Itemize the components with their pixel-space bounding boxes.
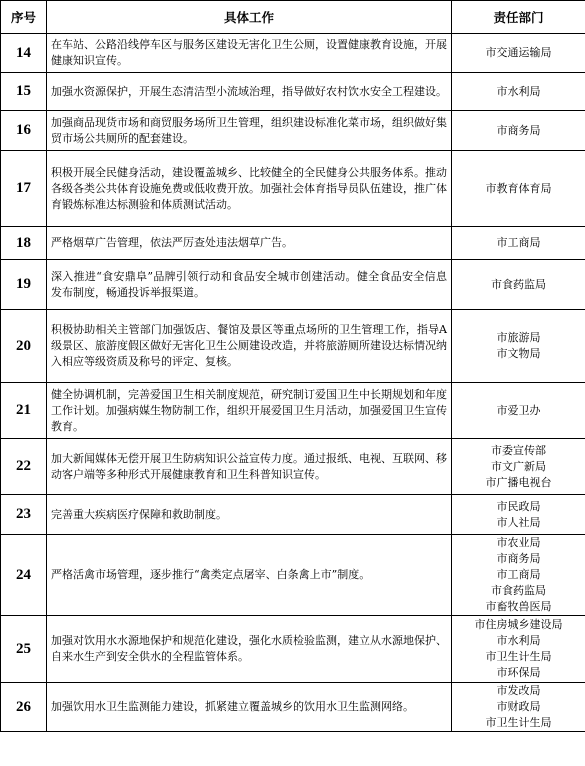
row-number: 21 — [1, 383, 47, 439]
row-dept — [452, 34, 585, 73]
row-dept — [452, 151, 585, 227]
row-dept — [452, 683, 585, 732]
row-work: 加强饮用水卫生监测能力建设，抓紧建立覆盖城乡的饮用水卫生监测网络。 — [47, 683, 452, 732]
row-dept — [452, 111, 585, 151]
row-work: 积极开展全民健身活动，建设覆盖城乡、比较健全的全民健身公共服务体系。推动各级各类公共体育设施免费或低收费开放。加强社会体育指导员队伍建设，推广体育锻炼标准达标测验和体质测试活动。 — [47, 151, 452, 227]
table-row — [1, 495, 585, 535]
table-row — [1, 439, 585, 495]
dept-name: 市水利局 — [496, 634, 541, 647]
dept-name: 市人社局 — [496, 515, 541, 529]
row-work: 严格烟草广告管理，依法严厉查处违法烟草广告。 — [47, 227, 452, 260]
header-dept: 责任部门 — [452, 1, 585, 34]
row-work: 加强商品现货市场和商贸服务场所卫生管理，组织建设标准化菜市场，组织做好集贸市场公共厕所的配套建设。 — [47, 111, 452, 151]
row-number: 22 — [1, 439, 47, 495]
dept-name: 市卫生计生局 — [485, 650, 552, 663]
row-dept — [452, 383, 585, 439]
row-number: 25 — [1, 616, 47, 683]
dept-name: 市民政局 — [496, 499, 541, 513]
table-row — [1, 227, 585, 260]
row-dept — [452, 535, 585, 616]
dept-name: 市商务局 — [496, 123, 541, 137]
row-dept — [452, 73, 585, 111]
row-work: 加强水资源保护，开展生态清洁型小流域治理，指导做好农村饮水安全工程建设。 — [47, 73, 452, 111]
row-dept — [452, 495, 585, 535]
table-row — [1, 73, 585, 111]
row-number: 16 — [1, 111, 47, 151]
row-number: 19 — [1, 260, 47, 310]
row-number: 23 — [1, 495, 47, 535]
dept-name: 市水利局 — [496, 84, 541, 98]
dept-name: 市广播电视台 — [485, 475, 552, 489]
table-row — [1, 535, 585, 616]
table-row — [1, 260, 585, 310]
row-work: 加强对饮用水水源地保护和规范化建设，强化水质检验监测，建立从水源地保护、自来水生产到安全供水的全程监管体系。 — [47, 616, 452, 683]
row-work: 在车站、公路沿线停车区与服务区建设无害化卫生公厕，设置健康教育设施，开展健康知识宣传。 — [47, 34, 452, 73]
row-number: 26 — [1, 683, 47, 732]
table-row — [1, 151, 585, 227]
row-dept — [452, 616, 585, 683]
dept-name: 市旅游局 — [496, 331, 541, 344]
row-work: 完善重大疾病医疗保障和救助制度。 — [47, 495, 452, 535]
dept-name: 市交通运输局 — [485, 46, 552, 59]
row-dept — [452, 260, 585, 310]
dept-name: 市工商局 — [496, 236, 541, 249]
row-work: 加大新闻媒体无偿开展卫生防病知识公益宣传力度。通过报纸、电视、互联网、移动客户端等多种形式开展健康教育和卫生科普知识宣传。 — [47, 439, 452, 495]
row-number: 20 — [1, 310, 47, 383]
row-work: 深入推进“食安鼎阜”品牌引领行动和食品安全城市创建活动。健全食品安全信息发布制度，畅通投诉举报渠道。 — [47, 260, 452, 310]
dept-name: 市商务局 — [496, 552, 541, 565]
row-number: 17 — [1, 151, 47, 227]
row-work: 健全协调机制，完善爱国卫生相关制度规范，研究制订爱国卫生中长期规划和年度工作计划。加强病媒生物防制工作，组织开展爱国卫生月活动，加强爱国卫生宣传教育。 — [47, 383, 452, 439]
row-number: 18 — [1, 227, 47, 260]
dept-name: 市卫生计生局 — [485, 716, 552, 729]
dept-name: 市农业局 — [496, 536, 541, 549]
dept-name: 市畜牧兽医局 — [485, 600, 552, 613]
row-dept — [452, 439, 585, 495]
dept-name: 市食药监局 — [491, 277, 546, 291]
dept-name: 市委宣传部 — [491, 443, 546, 457]
dept-name: 市文广新局 — [491, 459, 546, 473]
table-row — [1, 383, 585, 439]
row-work: 严格活禽市场管理，逐步推行“禽类定点屠宰、白条禽上市”制度。 — [47, 535, 452, 616]
header-row — [1, 1, 585, 34]
dept-name: 市文物局 — [496, 347, 541, 360]
table-row — [1, 111, 585, 151]
dept-name: 市发改局 — [496, 684, 541, 697]
dept-name: 市环保局 — [496, 666, 541, 679]
row-work: 积极协助相关主管部门加强饭店、餐馆及景区等重点场所的卫生管理工作，指导A级景区、旅游度假区做好无害化卫生公厕建设改造，并将旅游厕所建设达标情况纳入相应等级资质及称号的评定、复核。 — [47, 310, 452, 383]
dept-name: 市住房城乡建设局 — [474, 618, 563, 631]
table-row — [1, 310, 585, 383]
table-body — [1, 34, 585, 732]
dept-name: 市工商局 — [496, 568, 541, 581]
table-row — [1, 34, 585, 73]
row-number: 24 — [1, 535, 47, 616]
header-work: 具体工作 — [47, 1, 452, 34]
row-number: 15 — [1, 73, 47, 111]
dept-name: 市食药监局 — [491, 584, 546, 597]
row-dept — [452, 227, 585, 260]
row-dept — [452, 310, 585, 383]
row-number: 14 — [1, 34, 47, 73]
dept-name: 市财政局 — [496, 700, 541, 713]
table-row — [1, 616, 585, 683]
header-no: 序号 — [1, 1, 47, 34]
dept-name: 市教育体育局 — [485, 181, 552, 195]
dept-name: 市爱卫办 — [496, 403, 541, 417]
table-row — [1, 683, 585, 732]
